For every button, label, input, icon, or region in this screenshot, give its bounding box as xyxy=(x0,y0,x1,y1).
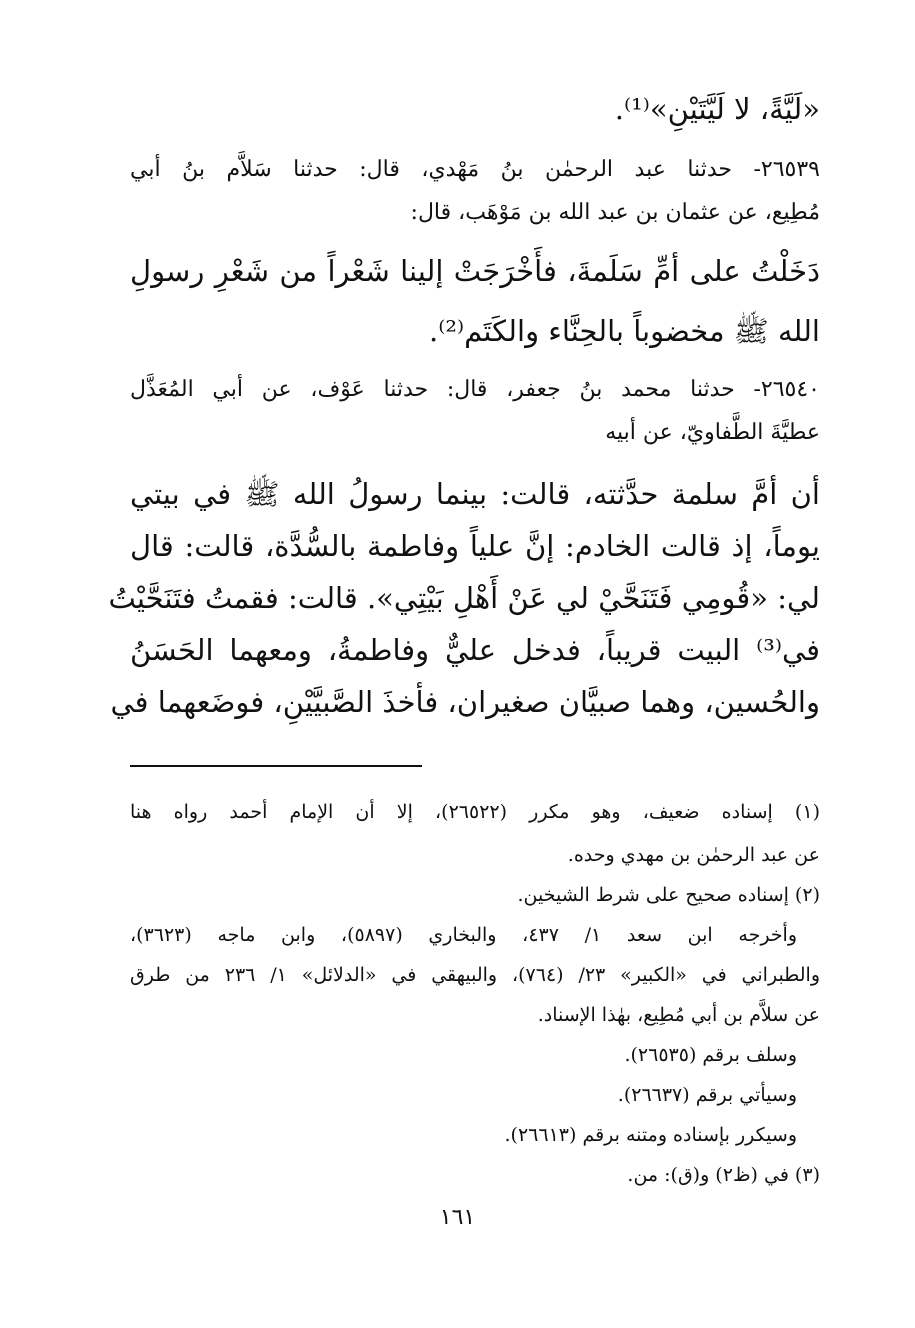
hadith-26539-isnad-line-2: مُطِيع، عن عثمان بن عبد الله بن مَوْهَب، قال: xyxy=(410,200,820,225)
hadith-26540-matn-line-2: يوماً، إذ قالت الخادم: إنَّ علياً وفاطمة بالسُّدَّة، قالت: قال xyxy=(130,529,820,563)
hadith-26540-matn-line-1: أن أمَّ سلمة حدَّثته، قالت: بينما رسولُ الله ﷺ في بيتي xyxy=(130,477,820,511)
page-number: ١٦١ xyxy=(439,1205,476,1230)
footnote-1-line-2: عن عبد الرحمٰن بن مهدي وحده. xyxy=(567,844,820,866)
hadith-26540-matn-line-3: لي: «قُومِي فَتَنَحَّيْ لي عَنْ أَهْلِ بَيْتِي». قالت: فقمتُ فتَنَحَّيْتُ xyxy=(108,581,820,615)
footnote-2-line-4: عن سلاَّم بن أبي مُطِيع، بهٰذا الإسناد. xyxy=(537,1004,820,1026)
footnote-2-line-7: وسيكرر بإسناده ومتنه برقم (٢٦٦١٣). xyxy=(504,1124,797,1146)
footnote-2-line-5: وسلف برقم (٢٦٥٣٥). xyxy=(624,1044,797,1066)
hadith-26540-isnad-line-2: عطيَّةَ الطَّفاويّ، عن أبيه xyxy=(605,420,820,445)
footnote-2-line-2: وأخرجه ابن سعد ١/ ٤٣٧، والبخاري (٥٨٩٧)، وابن ماجه (٣٦٢٣)، xyxy=(130,924,797,946)
body-line-1: «لَيَّةً، لا لَيَّتَيْنِ»⁽¹⁾. xyxy=(614,92,820,126)
footnote-3-line-1: (٣) في (ظ٢) و(ق): من. xyxy=(627,1164,820,1186)
footnote-2-line-3: والطبراني في «الكبير» ٢٣/ (٧٦٤)، والبيهقي في «الدلائل» ١/ ٢٣٦ من طرق xyxy=(130,964,821,986)
footnote-2-line-1: (٢) إسناده صحيح على شرط الشيخين. xyxy=(517,884,820,906)
hadith-26539-isnad-line-1: ٢٦٥٣٩- حدثنا عبد الرحمٰن بنُ مَهْدي، قال: حدثنا سَلاَّم بنُ أبي xyxy=(130,157,820,182)
hadith-26540-isnad-line-1: ٢٦٥٤٠- حدثنا محمد بنُ جعفر، قال: حدثنا عَوْف، عن أبي المُعَذَّل xyxy=(130,377,820,402)
hadith-26540-matn-line-4: في⁽³⁾ البيت قريباً، فدخل عليٌّ وفاطمةُ، ومعهما الحَسَنُ xyxy=(130,633,820,667)
footnote-2-line-6: وسيأتي برقم (٢٦٦٣٧). xyxy=(617,1084,797,1106)
footnote-1-line-1: (١) إسناده ضعيف، وهو مكرر (٢٦٥٢٢)، إلا أن الإمام أحمد رواه هنا xyxy=(130,801,820,823)
hadith-26539-matn-line-2: الله ﷺ مخضوباً بالحِنَّاء والكَتَم⁽²⁾. xyxy=(429,314,820,348)
hadith-26539-matn-line-1: دَخَلْتُ على أمِّ سَلَمةَ، فأَخْرَجَتْ إلينا شَعْراً من شَعْرِ رسولِ xyxy=(130,254,820,288)
hadith-26540-matn-line-5: والحُسين، وهما صبيَّان صغيران، فأخذَ الصَّبيَّيْنِ، فوضَعهما في xyxy=(110,685,820,719)
footnote-separator xyxy=(130,765,422,767)
